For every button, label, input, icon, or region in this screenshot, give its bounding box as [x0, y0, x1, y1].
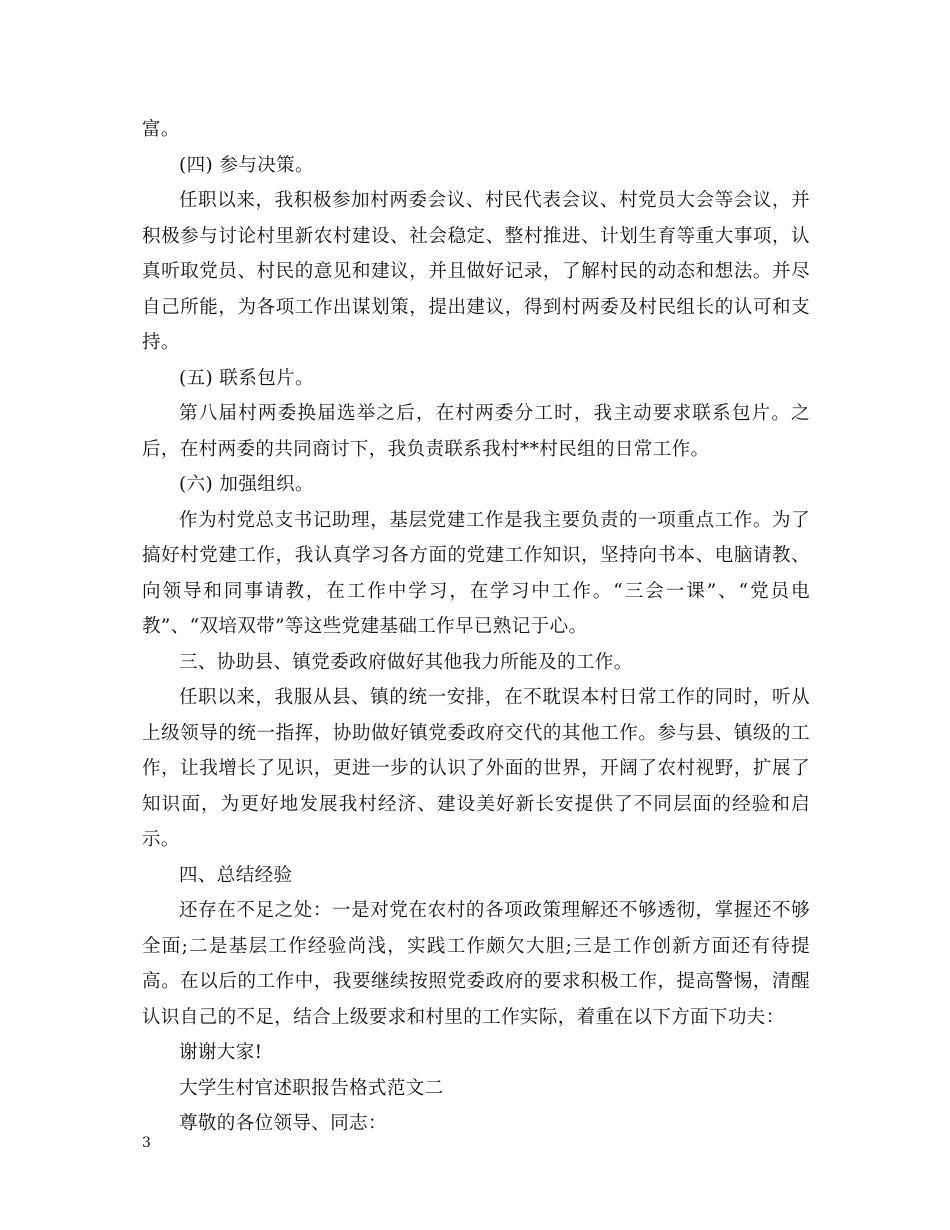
paragraph-continuation: 富。: [142, 119, 180, 140]
document-body: [142, 112, 810, 1142]
page-number: 3: [142, 1135, 151, 1151]
section-heading-assist-county-town: 三、协助县、镇党委政府做好其他我力所能及的工作。: [179, 651, 633, 673]
paragraph-summary: 还存在不足之处：一是对党在农村的各项政策理解还不够透彻，掌握还不够全面;二是基层工作经验尚浅，实践工作颇欠大胆;三是工作创新方面还有待提高。在以后的工作中，我要继续按照党委政府的要求积极工作，提高警惕，清醒认识自己的不足，结合上级要求和村里的工作实际，着重在以下方面下功夫：: [142, 900, 810, 1028]
section-heading-contact-area: (五) 联系包片。: [179, 367, 314, 389]
paragraph-thanks: 谢谢大家!: [179, 1042, 263, 1063]
paragraph-salutation: 尊敬的各位领导、同志：: [179, 1113, 387, 1134]
paragraph-contact-area: 第八届村两委换届选举之后，在村两委分工时，我主动要求联系包片。之后，在村两委的共同商讨下，我负责联系我村**村民组的日常工作。: [142, 403, 810, 460]
section-heading-strengthen-organization: (六) 加强组织。: [179, 474, 314, 495]
paragraph-assist-county-town: 任职以来，我服从县、镇的统一安排，在不耽误本村日常工作的同时，听从上级领导的统一指挥，协助做好镇党委政府交代的其他工作。参与县、镇级的工作，让我增长了见识，更进一步的认识了外面的世界，开阔了农村视野，扩展了知识面，为更好地发展我村经济、建设美好新长安提供了不同层面的经验和启示。: [142, 687, 810, 850]
paragraph-strengthen-organization: 作为村党总支书记助理，基层党建工作是我主要负责的一项重点工作。为了搞好村党建工作，我认真学习各方面的党建工作知识，坚持向书本、电脑请教、向领导和同事请教，在工作中学习，在学习中工作。“三会一课”、“党员电教”、“双培双带”等这些党建基础工作早已熟记于心。: [142, 509, 810, 637]
paragraph-sample-two-title: 大学生村官述职报告格式范文二: [179, 1077, 444, 1099]
section-heading-participate-decision: (四) 参与决策。: [179, 154, 314, 176]
section-heading-summary: 四、总结经验: [179, 864, 293, 886]
paragraph-participate-decision: 任职以来，我积极参加村两委会议、村民代表会议、村党员大会等会议，并积极参与讨论村里新农村建设、社会稳定、整村推进、计划生育等重大事项，认真听取党员、村民的意见和建议，并且做好记录，了解村民的动态和想法。并尽自己所能，为各项工作出谋划策，提出建议，得到村两委及村民组长的认可和支持。: [142, 190, 810, 353]
